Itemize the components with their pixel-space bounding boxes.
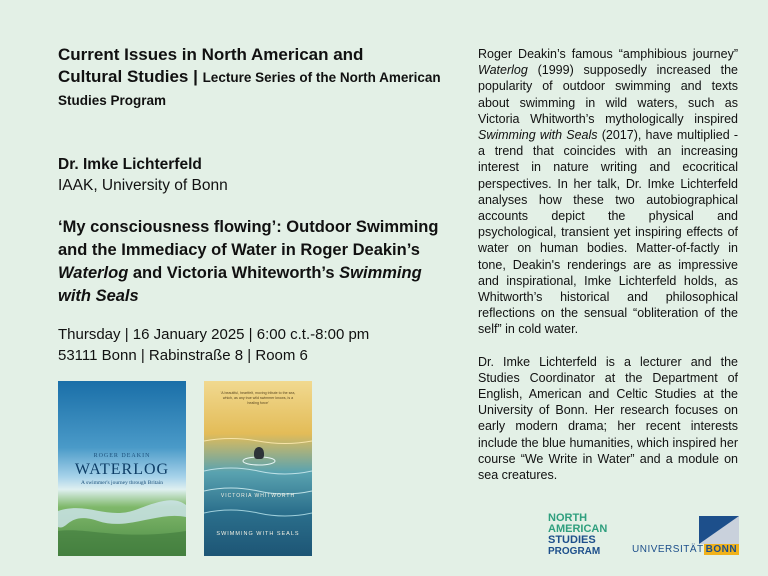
speaker-affiliation: IAAK, University of Bonn	[58, 177, 228, 194]
left-column	[58, 44, 448, 366]
series-title	[58, 44, 448, 112]
event-details	[58, 324, 448, 366]
event-date: Thursday | 16 January 2025 | 6:00 c.t.-8:00 pm	[58, 326, 370, 343]
series-title-line2: Cultural Studies |	[58, 67, 198, 86]
abstract-paragraph	[478, 46, 738, 338]
speaker-name: Dr. Imke Lichterfeld	[58, 156, 202, 173]
abstract-book-2: Swimming with Seals	[478, 128, 598, 143]
talk-title	[58, 216, 448, 308]
event-location: 53111 Bonn | Rabinstraße 8 | Room 6	[58, 347, 308, 364]
bonn-logo-boxed: BONN	[705, 544, 738, 555]
right-column	[478, 46, 738, 483]
seals-title: SWIMMING WITH SEALS	[216, 531, 300, 537]
waterlog-author: ROGER DEAKIN	[93, 453, 151, 459]
waterlog-title: WATERLOG	[74, 461, 170, 478]
nasp-logo-line1: NORTH	[548, 512, 588, 524]
bonn-logo-word: UNIVERSITÄT	[632, 544, 704, 555]
talk-title-part2: and Victoria Whiteworth’s	[128, 264, 340, 282]
abstract-text-1: Roger Deakin’s famous “amphibious journey”	[478, 47, 738, 61]
waterlog-subtitle: A swimmer's journey through Britain	[81, 480, 163, 486]
talk-title-book1: Waterlog	[58, 264, 129, 282]
talk-title-book2: Swimming with Seals	[58, 264, 422, 305]
bonn-logo-wordmark	[632, 544, 739, 555]
speaker-block	[58, 154, 448, 196]
nasp-logo-line4: PROGRAM	[548, 546, 601, 557]
abstract-book-1: Waterlog	[478, 63, 528, 78]
abstract-text-2: (1999) supposedly increased the popularity of outdoor swimming and texts about swimming in wild waters, such as Victoria Whitworth’s mythologically inspired	[478, 63, 738, 126]
bio-paragraph: Dr. Imke Lichterfeld is a lecturer and the Studies Coordinator at the Department of English, American and Celtic Studies at the University of Bonn. Her research focuses on early modern drama; her recent interests include the blue humanities, which inspired her course “We Write in Water” and a module on sea creatures.	[478, 354, 738, 483]
seals-blurb: 'A beautiful, heartfelt, moving tribute to the sea, which, as any true wild swimmer knows, is a healing force'	[220, 391, 296, 405]
university-bonn-logo	[632, 516, 742, 556]
swimmer-head-icon	[254, 447, 264, 459]
abstract-text-3: (2017), have multiplied - a trend that coincides with an increasing interest in nature writing and ecocritical perspectives. In her talk, Dr. Imke Lichterfeld analyses how these two autobiographical accounts depict the physical and psychological, transient yet inspiring effects of water on human bodies. Matter-of-factly in tone, Deakin's renderings are as impressive and inspirational, Imke Lichterfeld holds, as Whitworth’s historical and philosophical reflections on the sensual “obliteration of the self” in cold water.	[478, 128, 738, 337]
nasp-logo-line3: STUDIES	[548, 534, 596, 546]
swimming-with-seals-cover	[204, 381, 312, 556]
seals-author: VICTORIA WHITWORTH	[220, 493, 296, 499]
sea-illustration	[204, 381, 312, 556]
series-subtitle: Lecture Series of the North American Studies Program	[58, 70, 441, 108]
bonn-logo-icon	[699, 516, 739, 544]
waterlog-cover	[58, 381, 186, 556]
nasp-logo-line2: AMERICAN	[548, 523, 608, 535]
nasp-logo	[548, 513, 618, 557]
talk-title-part1: ‘My consciousness flowing’: Outdoor Swimming and the Immediacy of Water in Roger Deakin’s	[58, 218, 439, 259]
series-title-line1: Current Issues in North American and	[58, 45, 364, 64]
